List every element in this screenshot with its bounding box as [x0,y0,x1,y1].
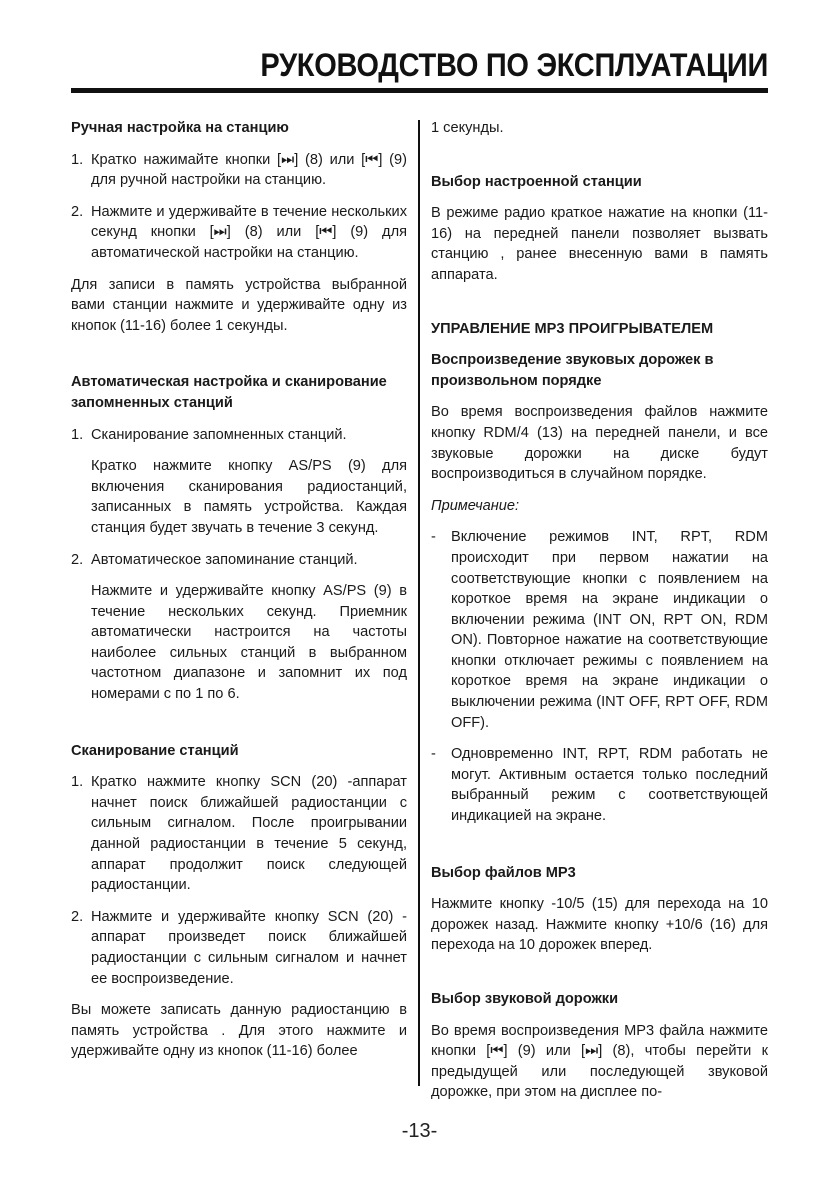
list-number: 1. [71,774,84,791]
list-text: Сканирование запомненных станций. [91,426,347,443]
list-item [71,772,407,896]
note-text: Включение режимов INT, RPT, RDM происходит при первом нажатии на соответствующие кнопки с появлением на короткое время на экране индикации о включении режима (INT ON, RPT ON, RDM ON). Повторное нажатие на соответствующие кнопки отключает режимы с появлением на короткое время на экране индикации о выключении режима (INT OFF, RPT OFF, RDM OFF). [451,529,768,731]
file-select-paragraph: Нажмите кнопку -10/5 (15) для перехода на 10 дорожек назад. Нажмите кнопку +10/6 (16) для перехода на 10 дорожек вперед. [431,896,768,954]
list-text: Нажмите и удерживайте кнопку SCN (20) - аппарат произведет поиск ближайшей радиостанции с сильным сигналом и начнет ее воспроизведение. [91,908,407,987]
manual-tuning-paragraph: Для записи в память устройства выбранной вами станции нажмите и удерживайте одну из кнопок (11-16) более 1 секунды. [71,276,407,334]
list-item [71,150,407,191]
scanning-paragraph: Вы можете записать данную радиостанцию в память устройства . Для этого нажмите и удерживайте одну из кнопок (11-16) более [71,1002,407,1060]
list-text: Кратко нажимайте кнопки [⏭] (8) или [⏮] (9) для ручной настройки на станцию. [91,151,407,189]
auto-store-description: Нажмите и удерживайте кнопку AS/PS (9) в течение нескольких секунд. Приемник автоматически настроится на частоты наиболее сильных станций в выбранном частотном диапазоне и запомнит их под номерами с по 1 по 6. [91,583,407,703]
auto-tuning-heading: Автоматическая настройка и сканирование запомненных станций [71,374,387,411]
scanning-heading: Сканирование станций [71,742,239,759]
note-label: Примечание: [431,497,520,514]
list-number: 2. [71,908,84,925]
page-header-title: РУКОВОДСТВО ПО ЭКСПЛУАТАЦИИ [260,48,768,84]
list-item [71,202,407,264]
track-select-paragraph: Во время воспроизведения МР3 файла нажмите кнопки [⏮] (9) или [⏭] (8), чтобы перейти к предыдущей или последующей звуковой дорожке, при этом на дисплее по- [431,1022,768,1101]
track-select-heading: Выбор звуковой дорожки [431,991,619,1007]
column-divider [418,120,420,1086]
note-item [431,527,768,733]
right-column [431,118,768,1103]
list-item [71,550,407,571]
continuation-text: 1 секунды. [431,120,504,136]
list-number: 1. [71,151,84,168]
list-item [71,425,407,446]
random-play-paragraph: Во время воспроизведения файлов нажмите кнопку RDM/4 (13) на передней панели, и все звуковые дорожки на диске будут воспроизводиться в случайном порядке. [431,404,768,483]
random-play-heading: Воспроизведение звуковых дорожек в произвольном порядке [431,352,714,389]
note-item [431,744,768,826]
file-select-heading: Выбор файлов МР3 [431,864,576,881]
page-number: -13- [401,1120,438,1142]
list-text: Кратко нажмите кнопку SCN (20) -аппарат начнет поиск ближайшей радиостанции с сильным сигналом. После проигрывании данной радиостанции в течение 5 секунд, аппарат продолжит поиск следующей радиостанции. [91,774,407,894]
bullet-dash: - [431,529,436,546]
auto-scan-description: Кратко нажмите кнопку AS/PS (9) для включения сканирования радиостанций, записанных в память устройства. Каждая станция будет звучать в течение 3 секунд. [91,458,407,536]
left-column [71,118,407,1062]
note-text: Одновременно INT, RPT, RDM работать не могут. Активным остается только последний выбранный режим с соответствующей индикацией на экране. [451,746,768,825]
header-rule [71,88,768,93]
list-text: Нажмите и удерживайте в течение нескольких секунд кнопки [⏭] (8) или [⏮] (9) для автоматической настройки на станцию. [91,203,407,261]
list-item [71,907,407,989]
list-text: Автоматическое запоминание станций. [91,551,358,568]
list-number: 1. [71,426,84,443]
preset-select-heading: Выбор настроенной станции [431,173,642,190]
list-number: 2. [71,551,84,568]
manual-tuning-heading: Ручная настройка на станцию [71,120,289,136]
mp3-section-heading: УПРАВЛЕНИЕ МР3 ПРОИГРЫВАТЕЛЕМ [431,320,714,337]
bullet-dash: - [431,746,436,763]
preset-select-paragraph: В режиме радио краткое нажатие на кнопки (11-16) на передней панели позволяет вызвать станцию , ранее внесенную вами в память аппарата. [431,205,768,283]
list-number: 2. [71,203,84,220]
